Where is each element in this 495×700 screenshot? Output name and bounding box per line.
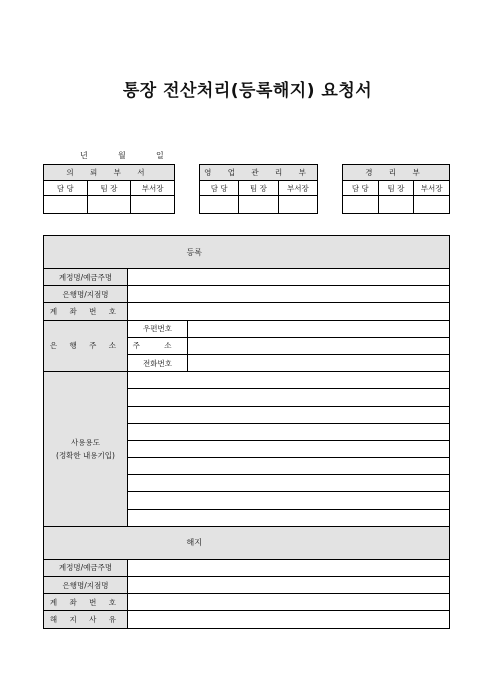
cancel-bank-branch-label: 은행명/지점명 xyxy=(44,577,128,594)
request-form-table xyxy=(43,235,450,629)
phone-field[interactable] xyxy=(188,354,450,371)
cancel-account-name-field[interactable] xyxy=(128,559,450,576)
role-staff: 담 당 xyxy=(343,181,379,196)
cancel-reason-label: 해 지 사 유 xyxy=(44,611,128,628)
signature-cell[interactable] xyxy=(278,196,317,214)
signature-cell[interactable] xyxy=(87,196,131,214)
cancel-bank-branch-field[interactable] xyxy=(128,577,450,594)
signature-cell[interactable] xyxy=(343,196,379,214)
cancel-section-right: 지 xyxy=(194,538,202,548)
usage-note: (정확한 내용기입) xyxy=(56,450,115,460)
register-account-name-label: 계정명/예금주명 xyxy=(44,269,128,286)
role-staff: 담 당 xyxy=(200,181,239,196)
role-dept-head: 부서장 xyxy=(131,181,175,196)
role-staff: 담 당 xyxy=(44,181,88,196)
date-month-label: 월 xyxy=(118,151,126,160)
usage-line[interactable] xyxy=(128,389,450,406)
date-year-label: 년 xyxy=(80,151,88,160)
address-label: 주 소 xyxy=(128,337,188,354)
approval-header: 의 뢰 부 서 xyxy=(44,165,175,181)
signature-cell[interactable] xyxy=(200,196,239,214)
usage-line[interactable] xyxy=(128,423,450,440)
role-dept-head: 부서장 xyxy=(278,181,317,196)
approval-header: 영 업 관 리 부 xyxy=(200,165,318,181)
usage-line[interactable] xyxy=(128,406,450,423)
role-team-leader: 팀 장 xyxy=(239,181,278,196)
page-title: 통장 전산처리(등록해지) 요청서 xyxy=(122,81,373,101)
signature-cell[interactable] xyxy=(131,196,175,214)
date-day-label: 일 xyxy=(156,151,164,160)
role-dept-head: 부서장 xyxy=(414,181,450,196)
role-team-leader: 팀 장 xyxy=(87,181,131,196)
signature-cell[interactable] xyxy=(378,196,414,214)
usage-line[interactable] xyxy=(128,492,450,509)
usage-label: 사용용도 xyxy=(71,437,100,447)
register-account-number-label: 계 좌 번 호 xyxy=(44,303,128,320)
signature-cell[interactable] xyxy=(44,196,88,214)
postal-code-field[interactable] xyxy=(188,320,450,337)
register-bank-branch-field[interactable] xyxy=(128,286,450,303)
register-account-name-field[interactable] xyxy=(128,269,450,286)
usage-label-cell xyxy=(44,372,128,527)
cancel-account-name-label: 계정명/예금주명 xyxy=(44,559,128,576)
register-section-right: 록 xyxy=(194,247,202,257)
approval-box-sales-mgmt xyxy=(199,164,318,214)
usage-line[interactable] xyxy=(128,475,450,492)
signature-cell[interactable] xyxy=(239,196,278,214)
usage-line[interactable] xyxy=(128,440,450,457)
cancel-account-number-field[interactable] xyxy=(128,594,450,611)
role-team-leader: 팀 장 xyxy=(378,181,414,196)
cancel-account-number-label: 계 좌 번 호 xyxy=(44,594,128,611)
register-account-number-field[interactable] xyxy=(128,303,450,320)
approval-box-accounting xyxy=(342,164,450,214)
register-section-header xyxy=(44,236,450,269)
phone-label: 전화번호 xyxy=(128,354,188,371)
postal-code-label: 우편번호 xyxy=(128,320,188,337)
approval-header: 경 리 부 xyxy=(343,165,450,181)
usage-line[interactable] xyxy=(128,458,450,475)
usage-line[interactable] xyxy=(128,509,450,526)
register-section-left: 등 xyxy=(186,247,195,257)
usage-line[interactable] xyxy=(128,372,450,389)
approval-box-requesting-dept xyxy=(43,164,175,214)
address-field[interactable] xyxy=(188,337,450,354)
cancel-section-header xyxy=(44,526,450,559)
cancel-section-left: 해 xyxy=(186,538,195,548)
signature-cell[interactable] xyxy=(414,196,450,214)
register-bank-branch-label: 은행명/지점명 xyxy=(44,286,128,303)
register-bank-address-label: 은 행 주 소 xyxy=(44,320,128,372)
cancel-reason-field[interactable] xyxy=(128,611,450,628)
